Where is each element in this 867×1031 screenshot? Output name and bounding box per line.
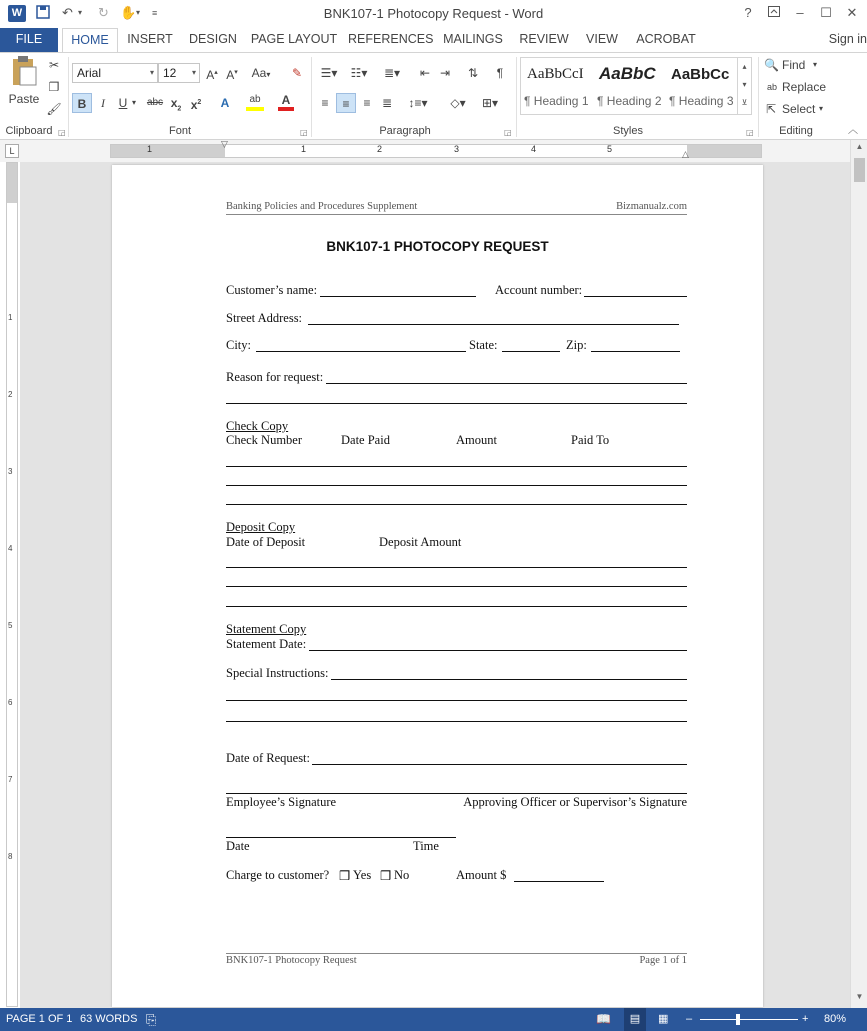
- superscript-icon[interactable]: $x^2$: [190, 98, 202, 112]
- proofing-icon[interactable]: ⎘: [146, 1012, 157, 1027]
- amount-label: Amount $: [456, 868, 507, 882]
- date-of-request-field[interactable]: [312, 764, 687, 765]
- tab-acrobat[interactable]: ACROBAT: [636, 32, 696, 46]
- font-size-value: 12: [163, 66, 177, 80]
- font-color-icon[interactable]: A: [278, 93, 294, 111]
- decrease-indent-icon[interactable]: ⇤: [419, 66, 431, 80]
- footer-left-text: BNK107-1 Photocopy Request: [226, 955, 357, 966]
- footer-rule: [226, 953, 687, 954]
- styles-gallery-scroll[interactable]: [737, 58, 751, 114]
- editing-group-label: Editing: [779, 125, 813, 137]
- scrollbar-thumb[interactable]: [854, 158, 865, 182]
- no-checkbox[interactable]: ❒: [380, 869, 392, 883]
- ruler-number: 3: [454, 144, 460, 154]
- ruler-number: 1: [147, 144, 153, 154]
- sign-in-link[interactable]: Sign in: [828, 32, 867, 46]
- special-instructions-line-2[interactable]: [226, 700, 687, 701]
- bullets-icon[interactable]: ☰▾: [320, 66, 338, 80]
- special-instructions-line-3[interactable]: [226, 721, 687, 722]
- strikethrough-icon[interactable]: abc: [146, 97, 164, 108]
- date-time-line[interactable]: [226, 837, 456, 838]
- deposit-entry-line[interactable]: [226, 606, 687, 607]
- ruler-right-margin: [687, 145, 761, 157]
- tab-page-layout[interactable]: PAGE LAYOUT: [250, 32, 338, 46]
- format-painter-icon[interactable]: 🖌: [46, 102, 62, 116]
- ruler-number: 8: [8, 852, 13, 861]
- align-right-icon[interactable]: ≡: [363, 96, 371, 110]
- paragraph-group-label: Paragraph: [379, 125, 431, 137]
- header-left-text: Banking Policies and Procedures Supplement: [226, 201, 418, 212]
- reason-field-line-2[interactable]: [226, 403, 687, 404]
- document-page[interactable]: [112, 165, 763, 1007]
- change-case-dropdown-icon: ▾: [266, 70, 271, 79]
- style-name-heading-2[interactable]: ¶ Heading 2: [597, 94, 662, 108]
- select-icon[interactable]: ⇱: [765, 102, 777, 116]
- state-label: State:: [469, 338, 498, 352]
- customize-qat-icon[interactable]: ≡: [152, 8, 158, 18]
- styles-group-label: Styles: [613, 125, 643, 137]
- align-left-icon[interactable]: ≡: [321, 96, 329, 110]
- deposit-copy-heading: Deposit Copy: [226, 520, 296, 534]
- reason-label: Reason for request:: [226, 370, 324, 384]
- statement-date-field[interactable]: [309, 650, 687, 651]
- gallery-more-icon[interactable]: ⊻: [741, 98, 748, 107]
- street-address-field[interactable]: [308, 324, 679, 325]
- tab-file[interactable]: FILE: [0, 28, 58, 52]
- subscript-icon[interactable]: $x_2$: [170, 96, 182, 113]
- tab-mailings[interactable]: MAILINGS: [443, 32, 503, 46]
- city-label: City:: [226, 338, 252, 352]
- paste-button[interactable]: Paste: [8, 92, 40, 106]
- text-effects-icon[interactable]: A: [220, 96, 230, 110]
- deposit-entry-line[interactable]: [226, 586, 687, 587]
- find-dropdown-icon[interactable]: ▾: [812, 60, 817, 69]
- group-separator: [758, 57, 759, 137]
- ruler-number: 2: [8, 390, 13, 399]
- vertical-scrollbar[interactable]: [850, 140, 867, 1008]
- special-instructions-field[interactable]: [331, 679, 687, 680]
- amount-field[interactable]: [514, 881, 604, 882]
- highlight-color-icon[interactable]: ab: [246, 93, 264, 111]
- no-label: No: [394, 868, 410, 882]
- paragraph-launcher-icon[interactable]: ◲: [504, 128, 512, 137]
- customer-name-field[interactable]: [320, 296, 476, 297]
- line-spacing-icon[interactable]: ↕≡▾: [408, 96, 428, 110]
- find-button[interactable]: Find: [782, 58, 806, 72]
- show-formatting-marks-icon[interactable]: ¶: [496, 66, 504, 80]
- statement-copy-heading: Statement Copy: [226, 622, 307, 636]
- underline-icon[interactable]: U: [118, 96, 128, 110]
- amount-column: Amount: [456, 433, 497, 447]
- header-right-text: Bizmanualz.com: [616, 201, 687, 212]
- horizontal-ruler[interactable]: [110, 139, 762, 159]
- paid-to-column: Paid To: [571, 433, 610, 447]
- ruler-number: 1: [8, 313, 13, 322]
- ruler-number: 3: [8, 467, 13, 476]
- tab-review[interactable]: REVIEW: [519, 32, 569, 46]
- ruler-area: [0, 140, 867, 162]
- ruler-left-margin: [111, 145, 225, 157]
- group-separator: [516, 57, 517, 137]
- first-line-indent-marker[interactable]: ▽: [221, 139, 228, 149]
- check-entry-line[interactable]: [226, 466, 687, 467]
- yes-checkbox[interactable]: ❒: [339, 869, 351, 883]
- select-button[interactable]: Select: [782, 102, 816, 116]
- state-field[interactable]: [502, 351, 560, 352]
- find-icon[interactable]: 🔍: [764, 58, 779, 72]
- approving-signature-label: Approving Officer or Supervisor’s Signature: [463, 795, 687, 809]
- vertical-ruler[interactable]: [6, 162, 18, 1007]
- date-of-deposit-column: Date of Deposit: [226, 535, 306, 549]
- ribbon-home: [0, 52, 867, 140]
- special-instructions-label: Special Instructions:: [226, 666, 329, 680]
- grow-font-icon[interactable]: A▴: [206, 68, 218, 82]
- redo-icon[interactable]: ↻: [98, 5, 109, 20]
- date-of-request-label: Date of Request:: [226, 751, 311, 765]
- ribbon-tabs: [0, 28, 867, 52]
- minimize-button[interactable]: –: [796, 5, 804, 20]
- zoom-out-icon[interactable]: –: [686, 1013, 693, 1025]
- bold-icon[interactable]: B: [72, 93, 92, 113]
- deposit-amount-column: Deposit Amount: [379, 535, 462, 549]
- select-dropdown-icon[interactable]: ▾: [818, 104, 823, 113]
- style-name-heading-1[interactable]: ¶ Heading 1: [524, 94, 589, 108]
- zip-field[interactable]: [591, 351, 680, 352]
- font-size-dropdown-icon[interactable]: ▾: [191, 68, 196, 77]
- footer-right-text: Page 1 of 1: [639, 955, 687, 966]
- shrink-font-icon[interactable]: A▾: [226, 68, 238, 82]
- ruler-number: 4: [531, 144, 537, 154]
- replace-button[interactable]: Replace: [782, 80, 827, 94]
- tab-home[interactable]: HOME: [62, 28, 118, 53]
- change-case-label: Aa: [251, 66, 267, 80]
- check-entry-line[interactable]: [226, 485, 687, 486]
- clipboard-launcher-icon[interactable]: ◲: [58, 128, 66, 137]
- justify-icon[interactable]: ≣: [381, 96, 393, 110]
- tab-insert[interactable]: INSERT: [127, 32, 173, 46]
- zoom-slider-thumb[interactable]: [736, 1014, 740, 1025]
- ruler-number: 6: [8, 698, 13, 707]
- tab-references[interactable]: REFERENCES: [348, 32, 434, 46]
- scroll-up-icon[interactable]: ▲: [855, 142, 864, 151]
- cut-icon[interactable]: ✂: [48, 58, 60, 72]
- close-button[interactable]: ✕: [846, 5, 858, 20]
- replace-icon[interactable]: ab: [766, 82, 777, 92]
- font-name-combo[interactable]: [72, 63, 158, 83]
- ruler-number: 4: [8, 544, 13, 553]
- read-mode-icon[interactable]: 📖: [596, 1012, 611, 1026]
- print-layout-icon[interactable]: ▤: [624, 1008, 646, 1031]
- tab-selector-icon[interactable]: L: [5, 144, 19, 158]
- reason-field[interactable]: [326, 383, 687, 384]
- zip-label: Zip:: [566, 338, 587, 352]
- maximize-button[interactable]: ☐: [820, 5, 832, 20]
- style-sample-heading-3[interactable]: AaBbCc: [671, 66, 730, 83]
- clipboard-group-label: Clipboard: [5, 125, 53, 137]
- style-sample-heading-2[interactable]: AaBbC: [599, 64, 656, 83]
- paste-icon[interactable]: [8, 55, 40, 91]
- underline-dropdown-icon[interactable]: ▾: [131, 98, 136, 107]
- touch-dropdown-icon[interactable]: ▾: [136, 8, 141, 17]
- sort-icon[interactable]: ⇅: [467, 66, 479, 80]
- tab-design[interactable]: DESIGN: [189, 32, 237, 46]
- tab-view[interactable]: VIEW: [586, 32, 618, 46]
- italic-icon[interactable]: I: [101, 96, 105, 110]
- scroll-down-icon[interactable]: ▼: [855, 992, 864, 1001]
- check-copy-heading: Check Copy: [226, 419, 289, 433]
- ruler-number: 5: [8, 621, 13, 630]
- date-paid-column: Date Paid: [341, 433, 390, 447]
- word-app-icon[interactable]: W: [8, 5, 26, 22]
- font-size-combo[interactable]: [158, 63, 200, 83]
- deposit-entry-line[interactable]: [226, 567, 687, 568]
- multilevel-list-icon[interactable]: ≣▾: [383, 66, 401, 80]
- help-button[interactable]: ?: [744, 5, 752, 20]
- account-number-label: Account number:: [495, 283, 583, 297]
- title-bar: [0, 0, 867, 28]
- yes-label: Yes: [353, 868, 372, 882]
- employee-signature-label: Employee’s Signature: [226, 795, 337, 809]
- gallery-up-icon[interactable]: ▴: [742, 62, 747, 71]
- gallery-down-icon[interactable]: ▾: [742, 80, 747, 89]
- header-rule: [226, 214, 687, 215]
- font-launcher-icon[interactable]: ◲: [300, 128, 308, 137]
- ruler-number: 2: [377, 144, 383, 154]
- undo-dropdown-icon[interactable]: ▾: [78, 8, 83, 17]
- font-name-dropdown-icon[interactable]: ▾: [149, 68, 154, 77]
- customer-name-label: Customer’s name:: [226, 283, 318, 297]
- window-title: BNK107-1 Photocopy Request - Word: [323, 6, 544, 21]
- ruler-number: 5: [607, 144, 613, 154]
- styles-gallery[interactable]: [520, 57, 752, 115]
- ruler-top-margin: [7, 163, 17, 203]
- change-case-button[interactable]: [250, 63, 272, 83]
- styles-launcher-icon[interactable]: ◲: [746, 128, 754, 137]
- clear-formatting-icon[interactable]: ✎: [291, 66, 303, 80]
- signature-line[interactable]: [226, 793, 687, 794]
- font-name-value: Arial: [77, 66, 102, 80]
- street-address-label: Street Address:: [226, 311, 303, 325]
- zoom-slider[interactable]: [700, 1019, 798, 1020]
- account-number-field[interactable]: [584, 296, 687, 297]
- date-label: Date: [226, 839, 250, 853]
- word-count-status[interactable]: 63 WORDS: [80, 1013, 138, 1025]
- increase-indent-icon[interactable]: ⇥: [439, 66, 451, 80]
- time-label: Time: [413, 839, 439, 853]
- charge-label: Charge to customer?: [226, 868, 330, 882]
- ribbon-display-options-icon[interactable]: [764, 4, 784, 22]
- check-entry-line[interactable]: [226, 504, 687, 505]
- touch-mode-icon[interactable]: ✋: [120, 5, 137, 20]
- zoom-level[interactable]: 80%: [824, 1013, 847, 1025]
- undo-icon[interactable]: ↶: [62, 5, 73, 20]
- numbering-icon[interactable]: ☷▾: [350, 66, 368, 80]
- zoom-in-icon[interactable]: +: [802, 1013, 809, 1025]
- group-separator: [68, 57, 69, 137]
- group-separator: [311, 57, 312, 137]
- city-field[interactable]: [256, 351, 466, 352]
- shading-icon[interactable]: ◇▾: [450, 96, 466, 110]
- statement-date-label: Statement Date:: [226, 637, 307, 651]
- document-title: BNK107-1 PHOTOCOPY REQUEST: [326, 239, 549, 254]
- check-number-column: Check Number: [226, 433, 303, 447]
- style-name-heading-3[interactable]: ¶ Heading 3: [669, 94, 734, 108]
- borders-icon[interactable]: ⊞▾: [481, 96, 499, 110]
- save-icon[interactable]: [36, 5, 50, 21]
- align-center-icon[interactable]: ≡: [336, 93, 356, 113]
- status-bar: [0, 1008, 867, 1031]
- ruler-number: 1: [301, 144, 307, 154]
- copy-icon[interactable]: ❐: [48, 80, 60, 94]
- font-group-label: Font: [168, 125, 191, 137]
- web-layout-icon[interactable]: ▦: [658, 1013, 669, 1025]
- right-indent-marker[interactable]: △: [682, 149, 689, 159]
- page-count-status[interactable]: PAGE 1 OF 1: [6, 1013, 73, 1025]
- style-sample-normal[interactable]: AaBbCcI: [527, 66, 584, 82]
- collapse-ribbon-icon[interactable]: ︿: [848, 125, 858, 136]
- ruler-number: 7: [8, 775, 13, 784]
